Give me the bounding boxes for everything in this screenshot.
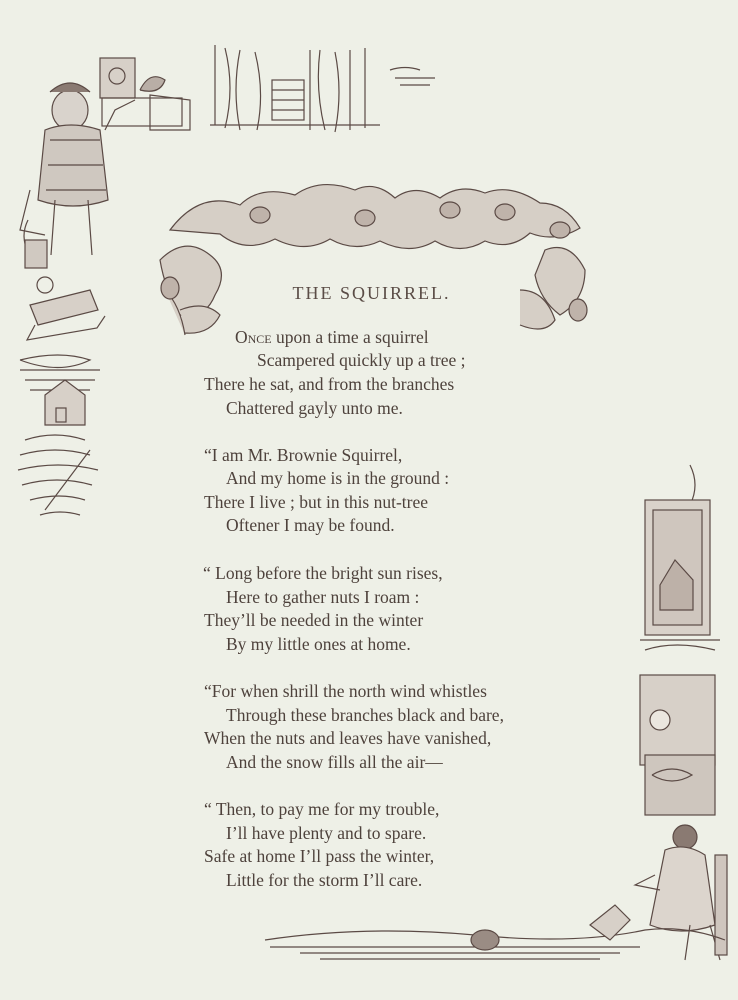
poem-line: “I am Mr. Brownie Squirrel, [204, 445, 403, 465]
poem-line: “ Long before the bright sun rises, [203, 563, 443, 583]
poem-line: Chattered gayly unto me. [226, 398, 403, 418]
poem-title: THE SQUIRREL. [292, 283, 451, 303]
poem-line: “ Then, to pay me for my trouble, [204, 799, 440, 819]
poem-line: Through these branches black and bare, [226, 705, 504, 725]
poem-line: Scampered quickly up a tree ; [257, 350, 466, 370]
poem-line [235, 327, 429, 347]
poem-line: By my little ones at home. [226, 634, 411, 654]
drop-initial-word: Once [235, 327, 272, 347]
poem-line: There he sat, and from the branches [204, 374, 455, 394]
poem-line: Safe at home I’ll pass the winter, [204, 846, 435, 866]
poem-line: When the nuts and leaves have vanished, [204, 728, 492, 748]
poem-line: Little for the storm I’ll care. [226, 870, 423, 890]
poem-line: Here to gather nuts I roam : [226, 587, 420, 607]
poem-line: And my home is in the ground : [226, 468, 450, 488]
poem-line: I’ll have plenty and to spare. [226, 823, 427, 843]
poem-line: Oftener I may be found. [226, 515, 395, 535]
poem-line: And the snow fills all the air— [226, 752, 443, 772]
poem-line: “For when shrill the north wind whistles [204, 681, 487, 701]
poem-line: There I live ; but in this nut-tree [204, 492, 429, 512]
poem-line-text: upon a time a squirrel [271, 327, 429, 347]
poem-line: They’ll be needed in the winter [204, 610, 424, 630]
